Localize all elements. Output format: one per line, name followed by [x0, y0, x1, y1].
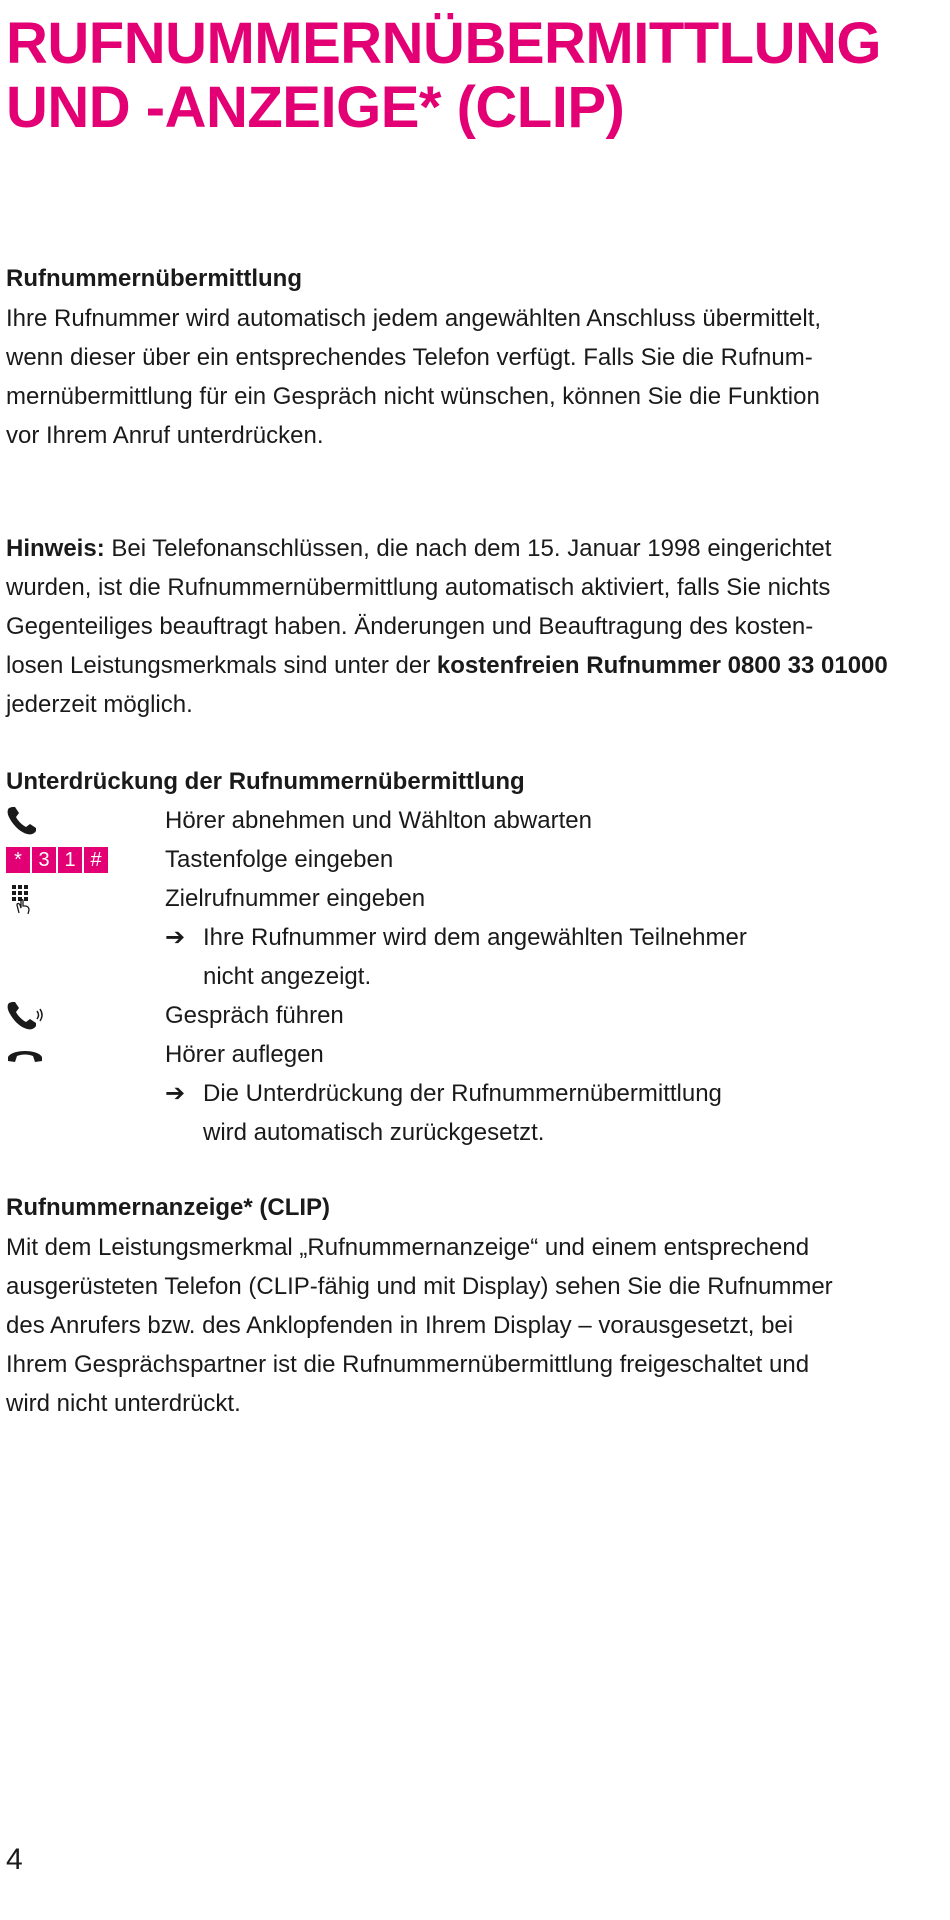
paragraph-line: wenn dieser über ein entsprechendes Telefon verfügt. Falls Sie die Rufnum-: [6, 344, 813, 371]
paragraph-line: mernübermittlung für ein Gespräch nicht wünschen, können Sie die Funktion: [6, 383, 820, 410]
paragraph-line: wurden, ist die Rufnummernübermittlung automatisch aktiviert, falls Sie nichts: [6, 574, 831, 601]
step-text: Hörer auflegen: [165, 1041, 324, 1068]
phone-handset-icon: [6, 805, 38, 837]
step-text: Hörer abnehmen und Wählton abwarten: [165, 807, 592, 834]
note-line: wird automatisch zurückgesetzt.: [203, 1119, 545, 1146]
step-lift-handset: [6, 801, 906, 840]
paragraph-line: Ihre Rufnummer wird automatisch jedem angewählten Anschluss übermittelt,: [6, 305, 822, 332]
key-3: 3: [32, 847, 56, 873]
step-enter-number: [6, 879, 906, 918]
key-hash: #: [84, 847, 108, 873]
paragraph-line: Gegenteiliges beauftragt haben. Änderungen und Beauftragung des kosten-: [6, 613, 814, 640]
title-line-1: RUFNUMMERNÜBERMITTLUNG: [6, 11, 882, 76]
section-heading: Rufnummernanzeige* (CLIP): [6, 1194, 331, 1221]
paragraph: [6, 1228, 906, 1423]
key-1: 1: [58, 847, 82, 873]
page-title: [6, 12, 881, 140]
step-key-sequence: [6, 840, 906, 879]
section-uebermittlung: [6, 259, 906, 455]
result-note: [6, 918, 906, 996]
paragraph-line: Mit dem Leistungsmerkmal „Rufnummernanzeige“ und einem entsprechend: [6, 1234, 810, 1261]
arrow-right-icon: ➔: [165, 1080, 186, 1107]
section-heading: Unterdrückung der Rufnummernübermittlung: [6, 768, 525, 795]
paragraph-line: des Anrufers bzw. des Anklopfenden in Ihrem Display – vorausgesetzt, bei: [6, 1312, 794, 1339]
step-text: Tastenfolge eingeben: [165, 846, 394, 873]
step-conversation: [6, 996, 906, 1035]
paragraph-text: losen Leistungsmerkmals sind unter der: [6, 652, 437, 679]
title-line-2: UND -ANZEIGE* (CLIP): [6, 75, 625, 140]
step-hang-up: [6, 1035, 906, 1074]
paragraph-line: Ihrem Gesprächspartner ist die Rufnummernübermittlung freigeschaltet und: [6, 1351, 810, 1378]
step-text: Zielrufnummer eingeben: [165, 885, 426, 912]
section-anzeige: [6, 1188, 906, 1423]
paragraph-text: Bei Telefonanschlüssen, die nach dem 15. Januar 1998 eingerichtet: [104, 535, 832, 562]
hinweis-paragraph: [6, 529, 906, 724]
hinweis-block: [6, 529, 906, 724]
paragraph-line: jederzeit möglich.: [6, 691, 193, 718]
note-line: nicht angezeigt.: [203, 963, 372, 990]
paragraph-line: vor Ihrem Anruf unterdrücken.: [6, 422, 324, 449]
section-unterdrueckung: [6, 762, 906, 802]
paragraph-line: ausgerüsteten Telefon (CLIP-fähig und mit Display) sehen Sie die Rufnummer: [6, 1273, 833, 1300]
hang-up-icon: [6, 1039, 44, 1071]
instruction-steps: [6, 801, 906, 1152]
step-text: Gespräch führen: [165, 1002, 344, 1029]
page-number: 4: [6, 1843, 23, 1876]
phone-talking-icon: [6, 1000, 46, 1032]
result-note: [6, 1074, 906, 1152]
keypad-icon: [6, 883, 36, 915]
section-heading: Rufnummernübermittlung: [6, 265, 302, 292]
paragraph-line: wird nicht unterdrückt.: [6, 1390, 241, 1417]
hinweis-label: Hinweis:: [6, 535, 105, 562]
paragraph: [6, 299, 906, 455]
arrow-right-icon: ➔: [165, 924, 186, 951]
key-star: *: [6, 847, 30, 873]
key-sequence: [6, 844, 110, 876]
hotline-number: kostenfreien Rufnummer 0800 33 01000: [436, 652, 888, 679]
note-line: Ihre Rufnummer wird dem angewählten Teilnehmer: [203, 924, 747, 951]
note-line: Die Unterdrückung der Rufnummernübermittlung: [203, 1080, 722, 1107]
